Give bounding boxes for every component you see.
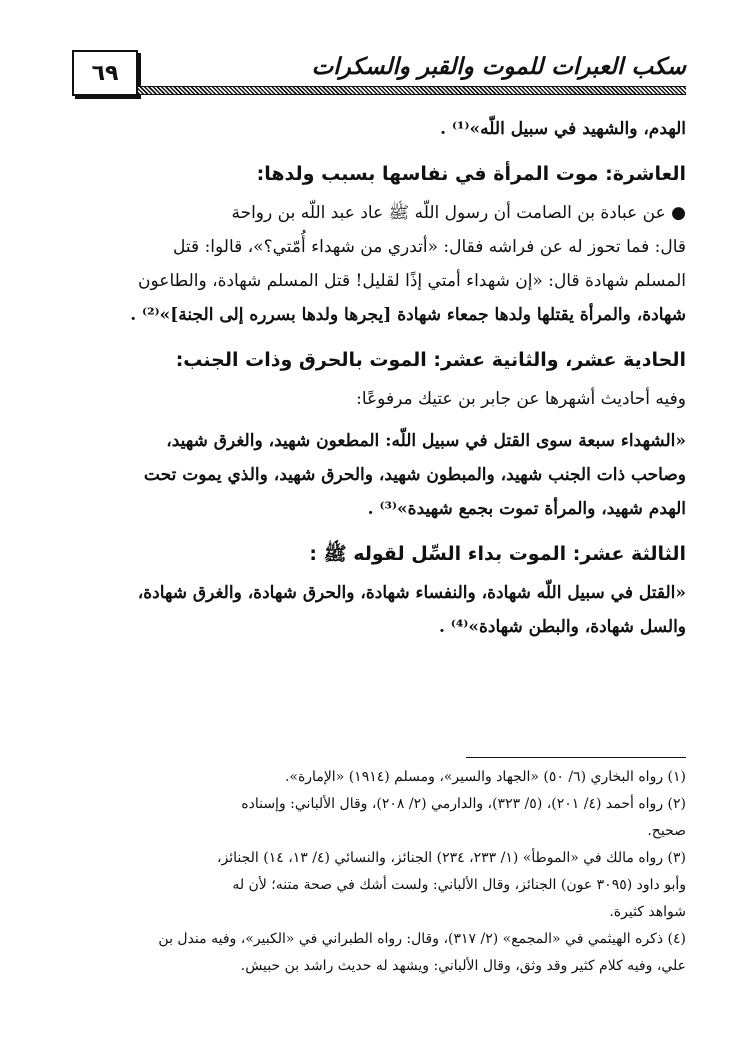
page-number: ٦٩ <box>72 50 138 96</box>
footnote-3-cont: شواهد كثيرة. <box>609 904 686 920</box>
header-hatch-divider <box>138 86 686 95</box>
text-line: الهدم شهيد، والمرأة تموت بجمع شهيدة»⁽³⁾ . <box>367 499 686 519</box>
text-line: شهادة، والمرأة يقتلها ولدها جمعاء شهادة [يجرها ولدها بسرره إلى الجنة]»⁽²⁾ . <box>130 305 686 325</box>
text-line: وفيه أحاديث أشهرها عن جابر بن عتيك مرفوعًا: <box>356 389 686 409</box>
section-heading: الحادية عشر، والثانية عشر: الموت بالحرق وذات الجنب: <box>175 349 686 371</box>
text-line: «الشهداء سبعة سوى القتل في سبيل اللّه: المطعون شهيد، والغرق شهيد، <box>166 431 686 451</box>
footnote-3-cont: وأبو داود (٣٠٩٥ عون) الجنائز، وقال الألباني: ولست أشك في صحة متنه؛ لأن له <box>232 877 686 893</box>
text-line: والسل شهادة، والبطن شهادة»⁽⁴⁾ . <box>438 617 686 637</box>
text-line: الهدم، والشهيد في سبيل اللّه»⁽¹⁾ . <box>440 119 686 139</box>
text-line: قال: فما تحوز له عن فراشه فقال: «أتدري من شهداء أُمّتي؟»، قالوا: قتل <box>173 237 686 257</box>
footnote-2-cont: صحيح. <box>647 823 686 839</box>
footnote-3: (٣) رواه مالك في «الموطأ» (١/ ٢٣٣، ٢٣٤) الجنائز، والنسائي (٤/ ١٣، ١٤) الجنائز، <box>217 850 686 866</box>
footnote-1: (١) رواه البخاري (٦/ ٥٠) «الجهاد والسير»، ومسلم (١٩١٤) «الإمارة». <box>284 769 686 785</box>
footnote-4-cont: علي، وفيه كلام كثير وقد وثق، وقال الألباني: ويشهد له حديث راشد بن حبيش. <box>240 958 686 974</box>
text-line: «القتل في سبيل اللّه شهادة، والنفساء شهادة، والحرق شهادة، والغرق شهادة، <box>137 583 686 603</box>
text-line: ● عن عبادة بن الصامت أن رسول اللّه ﷺ عاد عبد اللّه بن رواحة <box>231 203 686 223</box>
footnote-2: (٢) رواه أحمد (٤/ ٢٠١)، (٥/ ٣٢٣)، والدارمي (٢/ ٢٠٨)، وقال الألباني: وإسناده <box>241 796 686 812</box>
main-text <box>62 112 686 644</box>
running-title: سكب العبرات للموت والقبر والسكرات <box>311 54 686 80</box>
footnotes <box>62 764 686 980</box>
footnote-separator <box>466 757 686 758</box>
text-line: وصاحب ذات الجنب شهيد، والمبطون شهيد، والحرق شهيد، والذي يموت تحت <box>143 465 686 485</box>
section-heading: الثالثة عشر: الموت بداء السِّل لقوله ﷺ : <box>309 543 686 565</box>
footnote-4: (٤) ذكره الهيثمي في «المجمع» (٢/ ٣١٧)، وقال: رواه الطبراني في «الكبير»، وفيه مندل بن <box>158 931 686 947</box>
text-line: المسلم شهادة قال: «إن شهداء أمتي إذًا لقليل! قتل المسلم شهادة، والطاعون <box>138 271 686 291</box>
section-heading: العاشرة: موت المرأة في نفاسها بسبب ولدها: <box>256 163 686 185</box>
